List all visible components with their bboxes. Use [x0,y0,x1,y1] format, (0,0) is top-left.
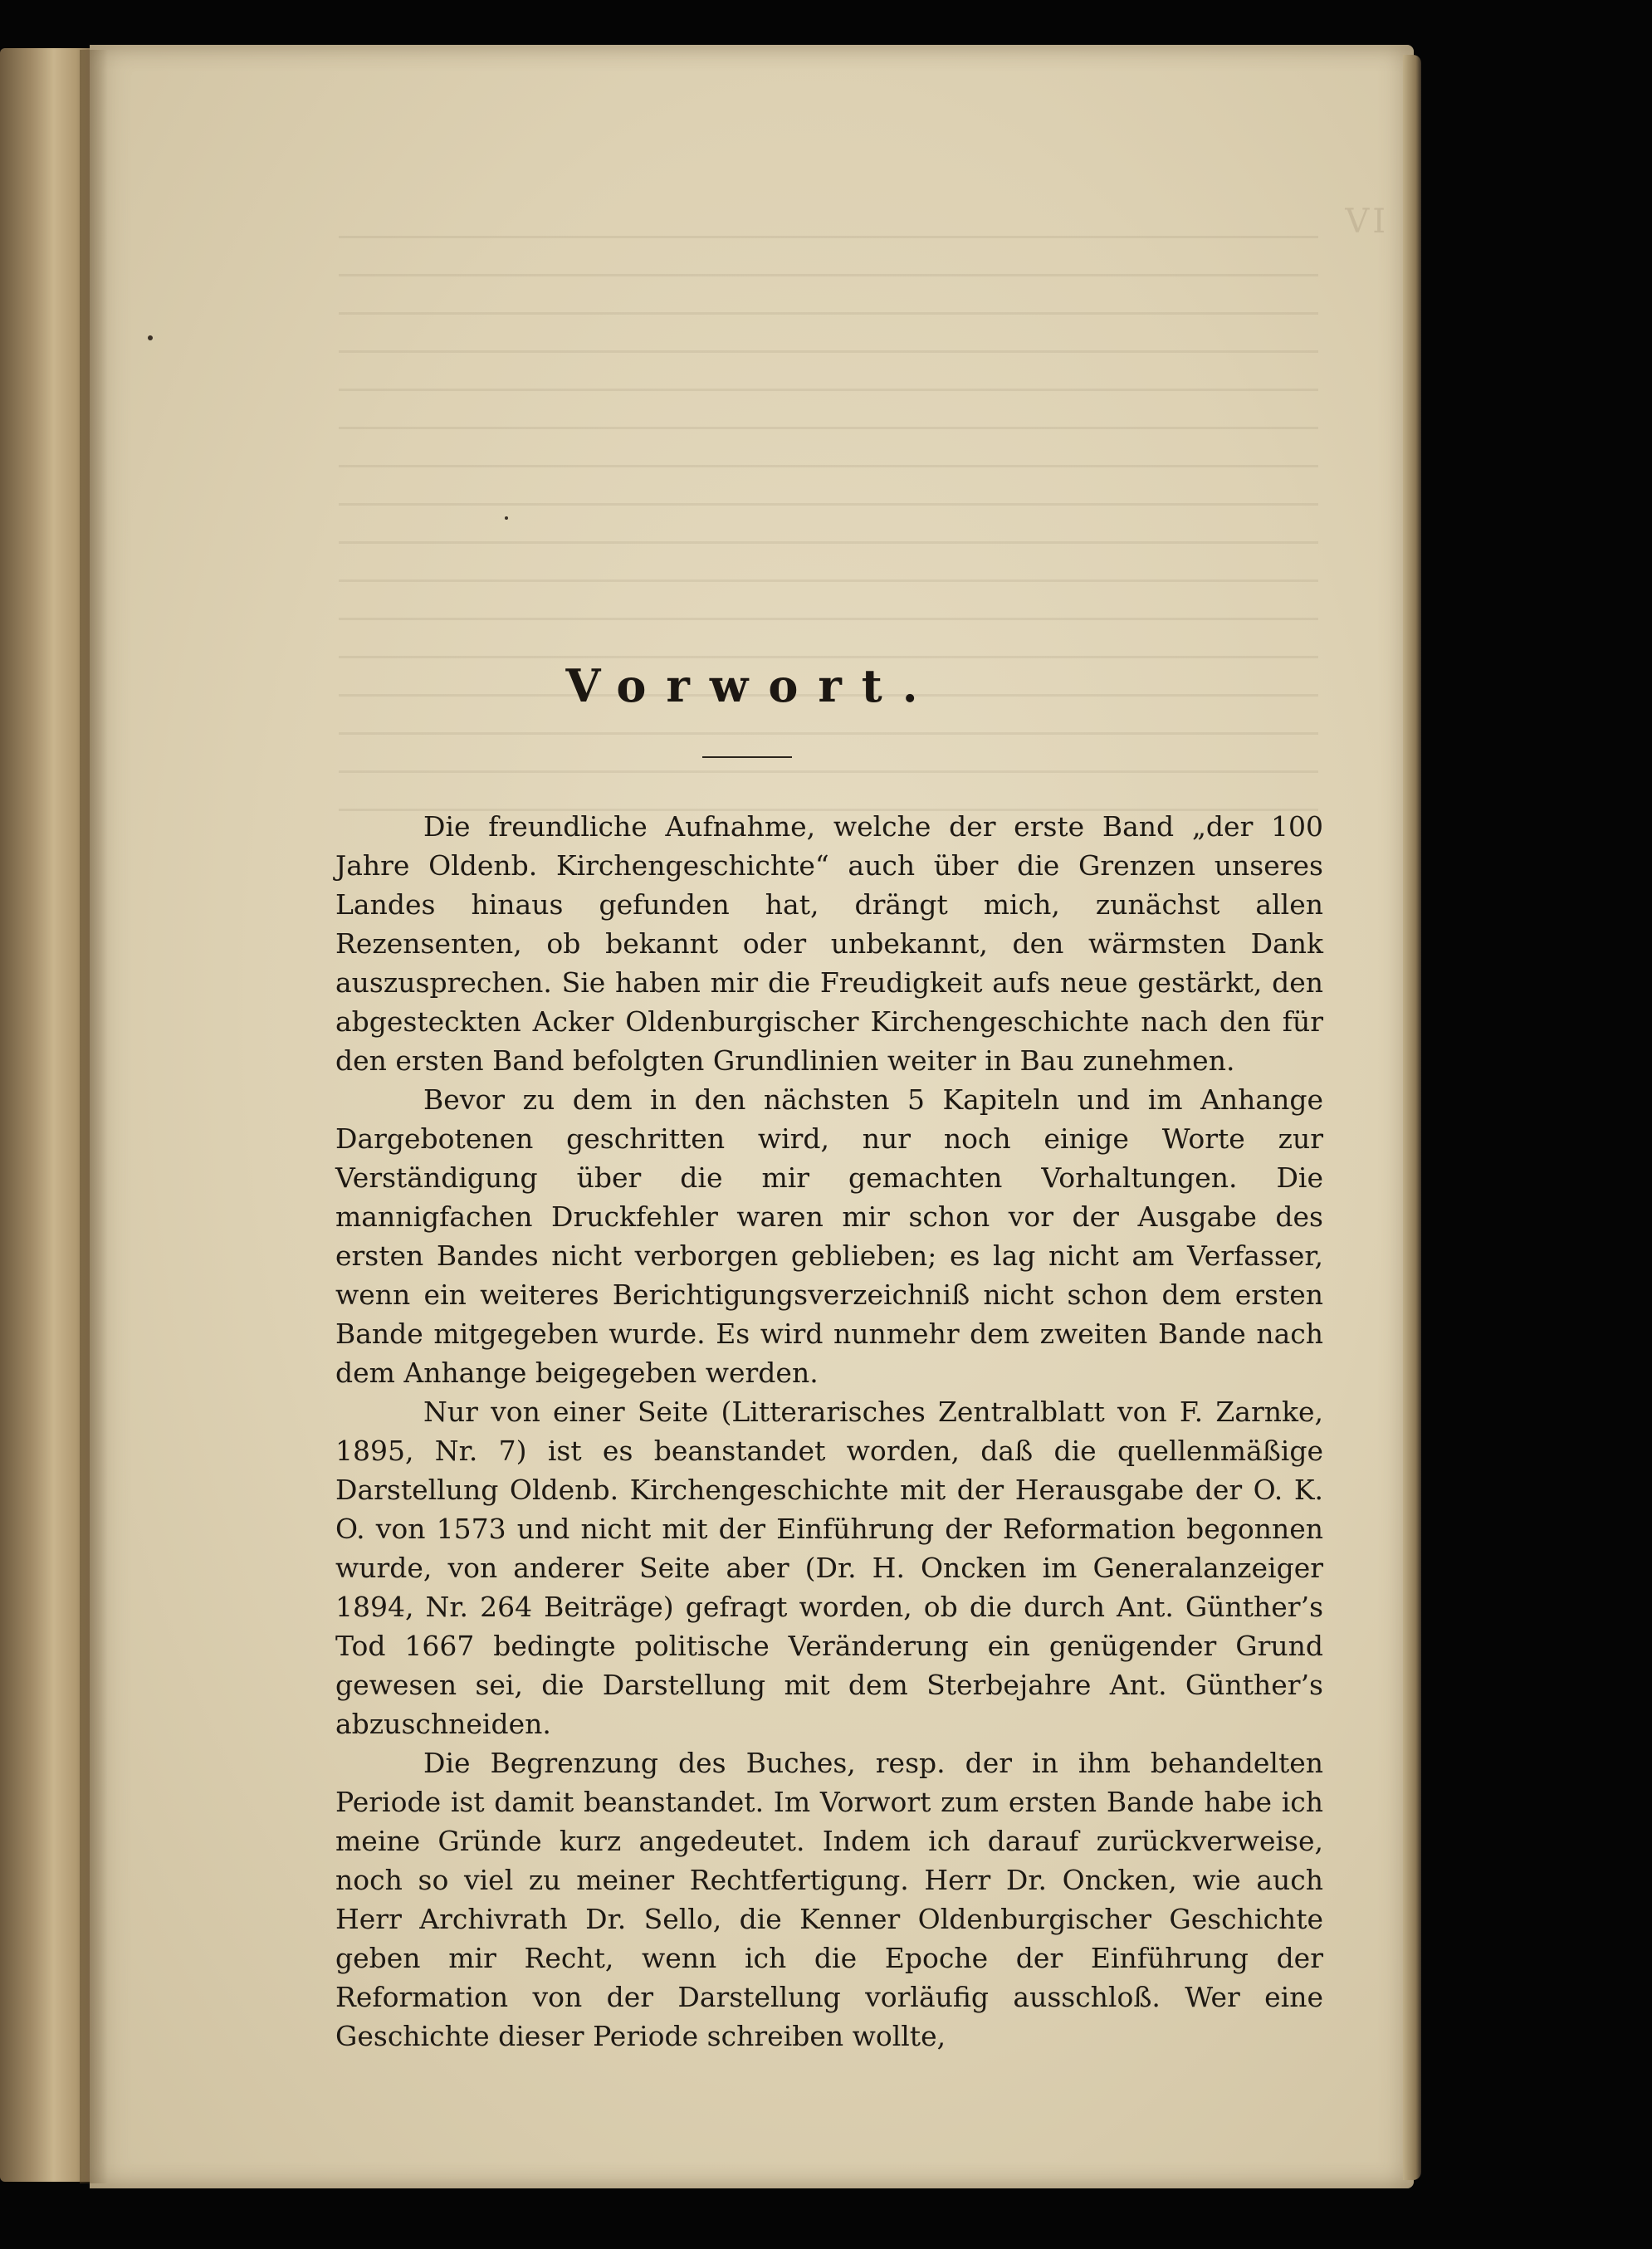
bleed-through-page-number: VI [1345,203,1389,241]
body-text [335,807,1323,2056]
page-right-edge [1403,55,1421,2180]
paragraph: Die Begrenzung des Buches, resp. der in ihm behandelten Periode ist damit beanstandet. Im Vorwort zum ersten Bande habe ich meine Gründe kurz angedeutet. Indem ich darauf zurückverweise, noch so viel zu meiner Rechtfertigung. Herr Dr. Oncken, wie auch Herr Archivrath Dr. Sello, die Kenner Oldenburgischer Geschichte geben mir Recht, wenn ich die Epoche der Einführung der Reformation von der Darstellung vorläufig ausschloß. Wer eine Geschichte dieser Periode schreiben wollte, [335,1747,1323,2052]
spine-shadow [80,50,108,2183]
book-page [90,45,1414,2188]
paper-speck [505,516,508,520]
paragraph: Bevor zu dem in den nächsten 5 Kapiteln und im Anhange Dargebotenen geschritten wird, nur noch einige Worte zur Verständigung über die mir gemachten Vorhaltungen. Die mannigfachen Druckfehler waren mir schon vor der Ausgabe des ersten Bandes nicht verborgen geblieben; es lag nicht am Verfasser, wenn ein weiteres Berichtigungsverzeichniß nicht schon dem ersten Bande mitgegeben wurde. Es wird nunmehr dem zweiten Bande nach dem Anhange beigegeben werden. [335,1083,1323,1389]
paragraph: Nur von einer Seite (Litterarisches Zentralblatt von F. Zarnke, 1895, Nr. 7) ist es beanstandet worden, daß die quellenmäßige Darstellung Oldenb. Kirchengeschichte mit der Herausgabe der O. K. O. von 1573 und nicht mit der Einführung der Reformation begonnen wurde, von anderer Seite aber (Dr. H. Oncken im Generalanzeiger 1894, Nr. 264 Beiträge) gefragt worden, ob die durch Ant. Günther’s Tod 1667 bedingte politische Veränderung ein genügender Grund gewesen sei, die Darstellung mit dem Sterbejahre Ant. Günther’s abzuschneiden. [335,1396,1323,1740]
paper-speck [148,335,153,340]
bleed-through-text [339,211,1318,842]
title-divider [702,756,792,758]
left-page-edge [0,48,90,2182]
page-title: Vorwort. [565,659,938,712]
paragraph: Die freundliche Aufnahme, welche der erste Band „der 100 Jahre Oldenb. Kirchengeschichte“ auch über die Grenzen unseres Landes hinaus gefunden hat, drängt mich, zunächst allen Rezensenten, ob bekannt oder unbekannt, den wärmsten Dank auszusprechen. Sie haben mir die Freudigkeit aufs neue gestärkt, den abgesteckten Acker Oldenburgischer Kirchengeschichte nach den für den ersten Band befolgten Grundlinien weiter in Bau zunehmen. [335,810,1323,1077]
